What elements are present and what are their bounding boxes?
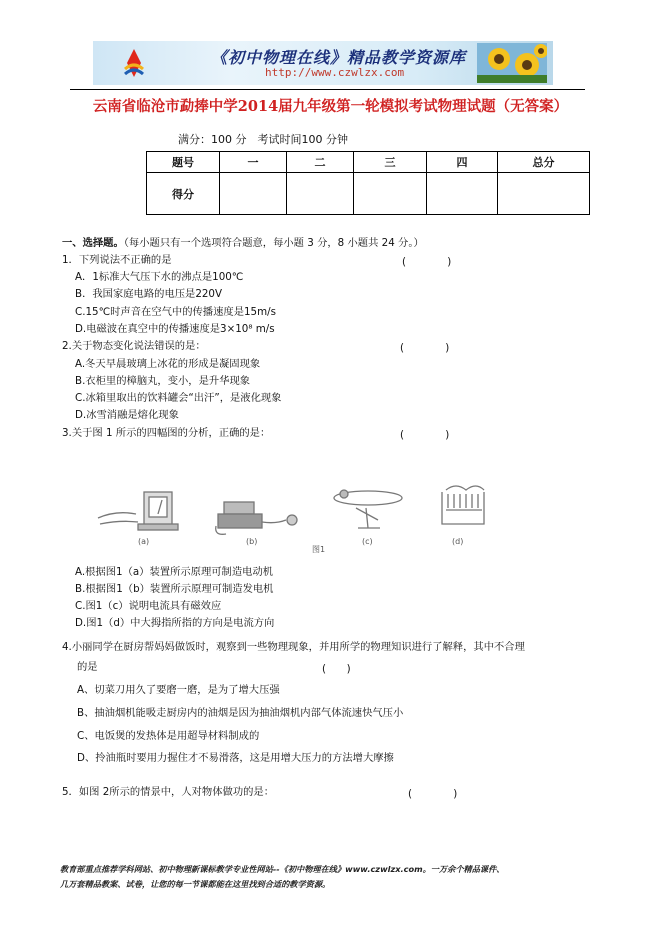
score-cell[interactable]	[498, 173, 590, 215]
score-table-score-row	[147, 173, 590, 215]
option: B.根据图1（b）装置所示原理可制造发电机	[75, 583, 274, 595]
header-banner	[93, 41, 553, 85]
figure-label-d: (d)	[452, 537, 464, 546]
question-4-stem: 4.小丽同学在厨房帮妈妈做饭时，观察到一些物理现象，并用所学的物理知识进行了解释，其中不合理	[62, 641, 525, 653]
option: C.图1（c）说明电流具有磁效应	[75, 600, 222, 612]
header-cell: 题号	[147, 152, 220, 173]
score-cell[interactable]	[354, 173, 427, 215]
option: D.冰雪消融是熔化现象	[75, 409, 179, 421]
header-cell: 一	[220, 152, 287, 173]
figure-label-a: (a)	[138, 537, 150, 546]
answer-blank[interactable]: ( )	[408, 788, 458, 800]
section-heading	[62, 236, 424, 250]
score-table	[146, 151, 590, 215]
header-cell: 四	[427, 152, 498, 173]
option: D、拎油瓶时要用力握住才不易滑落，这是用增大压力的方法增大摩擦	[77, 752, 394, 764]
header-cell: 二	[287, 152, 354, 173]
option: B．我国家庭电路的电压是220V	[75, 288, 223, 300]
option: C.冰箱里取出的饮料罐会“出汗”，是液化现象	[75, 392, 282, 404]
section-title: 一、选择题。	[62, 237, 124, 249]
figure-1-diagram	[96, 480, 486, 554]
score-cell[interactable]	[427, 173, 498, 215]
page-footer	[60, 862, 620, 892]
figure-1d-apparatus	[442, 486, 484, 524]
header-divider	[70, 89, 585, 90]
option: A、切菜刀用久了要磨一磨，是为了增大压强	[77, 684, 280, 696]
option: D.图1（d）中大拇指所指的方向是电流方向	[75, 617, 275, 629]
footer-line: 几万套精品教案、试卷，让您的每一节课都能在这里找到合适的教学资源。	[60, 879, 331, 889]
banner-url[interactable]: http://www.czwlzx.com	[265, 66, 405, 79]
score-table-header-row	[147, 152, 590, 173]
question-5-stem: 5．如图 2所示的情景中，人对物体做功的是：	[62, 786, 275, 798]
page-title: 云南省临沧市勐捧中学2014届九年级第一轮模拟考试物理试题（无答案）	[92, 98, 569, 115]
option: C、电饭煲的发热体是用超导材料制成的	[77, 730, 260, 742]
sunflower-icon	[477, 43, 547, 83]
figure-caption: 图1	[312, 545, 326, 554]
figure-1c-apparatus	[334, 490, 402, 528]
figure-label-b: (b)	[246, 537, 258, 546]
option: B.衣柜里的樟脑丸，变小，是升华现象	[75, 375, 251, 387]
figure-label-c: (c)	[362, 537, 373, 546]
header-cell: 总分	[498, 152, 590, 173]
question-4-stem-cont: 的是	[77, 661, 98, 673]
answer-blank[interactable]: ( )	[400, 342, 450, 354]
question-1-stem: 1．下列说法不正确的是	[62, 254, 172, 266]
section-note: （每小题只有一个选项符合题意，每小题 3 分，8 小题共 24 分。）	[123, 237, 424, 249]
option: C.15℃时声音在空气中的传播速度是15m/s	[75, 306, 276, 318]
header-cell: 三	[354, 152, 427, 173]
site-logo-icon	[121, 47, 147, 79]
footer-line: 教育部重点推荐学科网站、初中物理新课标教学专业性网站--《初中物理在线》www.czwlzx.com。一万余个精品课件、	[60, 864, 505, 874]
banner-title: 《初中物理在线》精品教学资源库	[211, 48, 467, 67]
option: B、抽油烟机能吸走厨房内的油烟是因为抽油烟机内部气体流速快气压小	[77, 707, 404, 719]
option: D.电磁波在真空中的传播速度是3×10⁸ m/s	[75, 323, 275, 335]
figure-1b-apparatus	[216, 502, 297, 534]
row-label: 得分	[147, 173, 220, 215]
answer-blank[interactable]: ( )	[322, 663, 351, 675]
score-cell[interactable]	[220, 173, 287, 215]
answer-blank[interactable]: ( )	[400, 429, 450, 441]
figure-1a-apparatus	[98, 492, 178, 530]
score-cell[interactable]	[287, 173, 354, 215]
question-2-stem: 2.关于物态变化说法错误的是：	[62, 340, 206, 352]
answer-blank[interactable]: ( )	[402, 256, 452, 268]
option: A.冬天早晨玻璃上冰花的形成是凝固现象	[75, 358, 261, 370]
exam-info: 满分：100 分 考试时间100 分钟	[178, 133, 348, 146]
option: A．1标准大气压下水的沸点是100℃	[75, 271, 244, 283]
question-3-stem: 3.关于图 1 所示的四幅图的分析，正确的是：	[62, 427, 271, 439]
option: A.根据图1（a）装置所示原理可制造电动机	[75, 566, 274, 578]
